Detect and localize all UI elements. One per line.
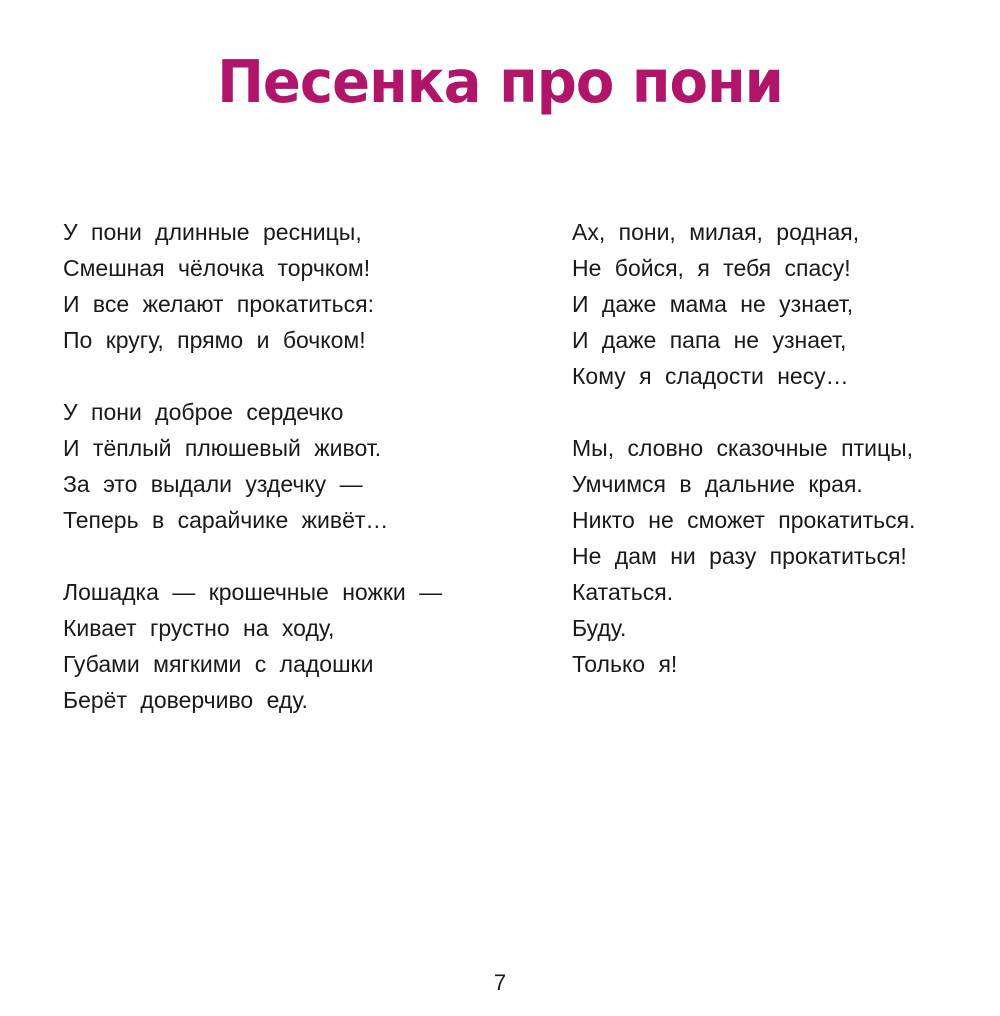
poem-line: Смешная чёлочка торчком! [63,255,371,281]
poem-line: У пони доброе сердечко [63,399,344,425]
stanza [572,430,992,682]
stanza [63,214,513,358]
poem-line: И тёплый плюшевый живот. [63,435,382,461]
poem-line: И даже мама не узнает, [572,291,854,317]
poem-line: И даже папа не узнает, [572,327,847,353]
poem-line: Умчимся в дальние края. [572,471,863,497]
poem-line: Лошадка — крошечные ножки — [63,579,443,605]
poem-line: Не бойся, я тебя спасу! [572,255,851,281]
poem-line: Кататься. [572,579,674,605]
poem-line: Мы, словно сказочные птицы, [572,435,914,461]
poem-line: Кивает грустно на ходу, [63,615,335,641]
left-column [63,214,513,754]
poem-line: Берёт доверчиво еду. [63,687,308,713]
poem-line: За это выдали уздечку — [63,471,363,497]
poem-line: Буду. [572,615,627,641]
stanza [572,214,992,394]
stanza [63,394,513,538]
poem-line: Ах, пони, милая, родная, [572,219,860,245]
poem-title: Песенка про пони [217,48,783,117]
poem-line: Никто не сможет прокатиться. [572,507,916,533]
right-column [572,214,992,718]
page-number: 7 [493,970,507,995]
poem-line: И все желают прокатиться: [63,291,374,317]
poem-line: Кому я сладости несу… [572,363,849,389]
poem-line: У пони длинные ресницы, [63,219,362,245]
poem-line: Теперь в сарайчике живёт… [63,507,389,533]
poem-line: Не дам ни разу прокатиться! [572,543,907,569]
stanza [63,574,513,718]
poem-line: Губами мягкими с ладошки [63,651,374,677]
poem-line: Только я! [572,651,678,677]
poem-line: По кругу, прямо и бочком! [63,327,366,353]
